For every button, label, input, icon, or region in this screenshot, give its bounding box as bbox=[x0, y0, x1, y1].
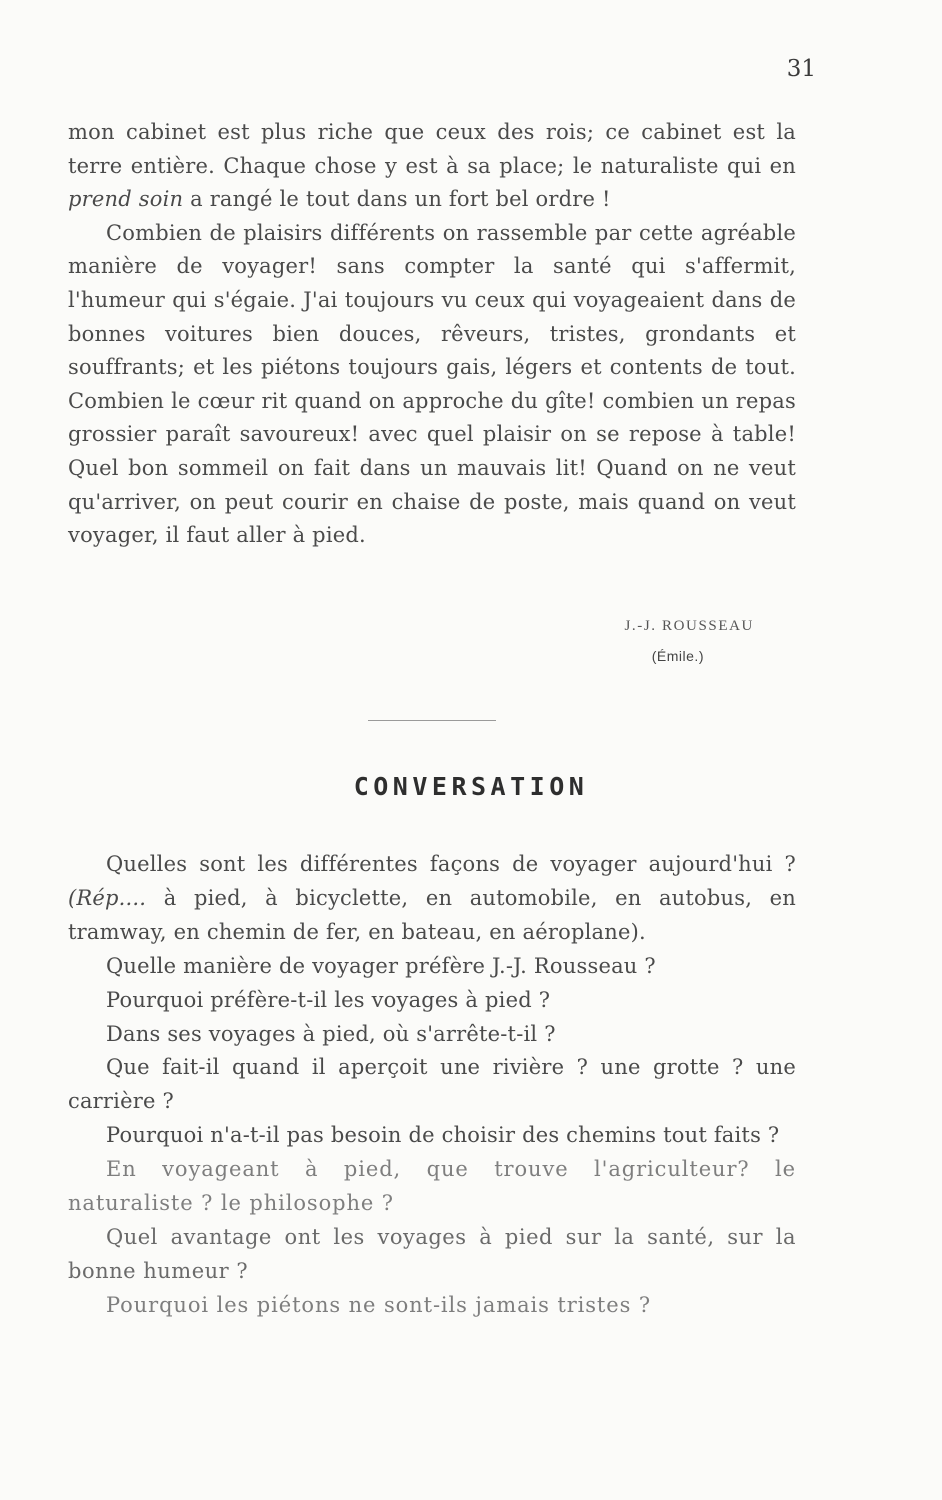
section-divider bbox=[368, 720, 496, 721]
excerpt-paragraph-2: Combien de plaisirs différents on rassemble par cette agréable manière de voyager! sans compter la santé qui s'affermit, l'humeur qui s'égaie. J'ai toujours vu ceux qui voyageaient dans de bonnes voitures bien douces, rêveurs, tristes, grondants et souffrants; et les piétons toujours gais, légers et contents de tout. Combien le cœur rit quand on approche du gîte! combien un repas grossier paraît savoureux! avec quel plaisir on se repose à table! Quel bon sommeil on fait dans un mauvais lit! Quand on ne veut qu'arriver, on peut courir en chaise de poste, mais quand on veut voyager, il faut aller à pied. bbox=[68, 220, 796, 548]
author-signature: J.-J. ROUSSEAU bbox=[624, 618, 754, 634]
question-item: Quelle manière de voyager préfère J.-J. Rousseau ? bbox=[106, 953, 656, 978]
question-item: En voyageant à pied, que trouve l'agriculteur? le naturaliste ? le philosophe ? bbox=[68, 1157, 796, 1216]
section-heading: CONVERSATION bbox=[353, 772, 589, 801]
question-item: Dans ses voyages à pied, où s'arrête-t-il ? bbox=[106, 1021, 556, 1046]
question-item: Que fait-il quand il aperçoit une rivière ? une grotte ? une carrière ? bbox=[68, 1055, 796, 1114]
excerpt-paragraph-1: mon cabinet est plus riche que ceux des rois; ce cabinet est la terre entière. Chaque chose y est à sa place; le naturaliste qui en prend soin a rangé le tout dans un fort bel ordre ! bbox=[68, 120, 796, 212]
rousseau-excerpt bbox=[68, 116, 796, 553]
question-item: Quel avantage ont les voyages à pied sur la santé, sur la bonne humeur ? bbox=[68, 1224, 796, 1283]
page-number: 31 bbox=[786, 56, 816, 82]
italic-phrase: prend soin bbox=[68, 187, 184, 212]
question-list bbox=[68, 848, 796, 1323]
question-item: Pourquoi les piétons ne sont-ils jamais tristes ? bbox=[106, 1292, 652, 1317]
question-item: Quelles sont les différentes façons de voyager aujourd'hui ? (Rép.... à pied, à bicyclette, en automobile, en autobus, en tramway, en chemin de fer, en bateau, en aéroplane). bbox=[68, 852, 796, 944]
question-item: Pourquoi préfère-t-il les voyages à pied ? bbox=[106, 987, 551, 1012]
question-item: Pourquoi n'a-t-il pas besoin de choisir des chemins tout faits ? bbox=[106, 1123, 780, 1148]
source-citation: (Émile.) bbox=[651, 648, 704, 664]
answer-hint: (Rép.... bbox=[68, 885, 147, 910]
